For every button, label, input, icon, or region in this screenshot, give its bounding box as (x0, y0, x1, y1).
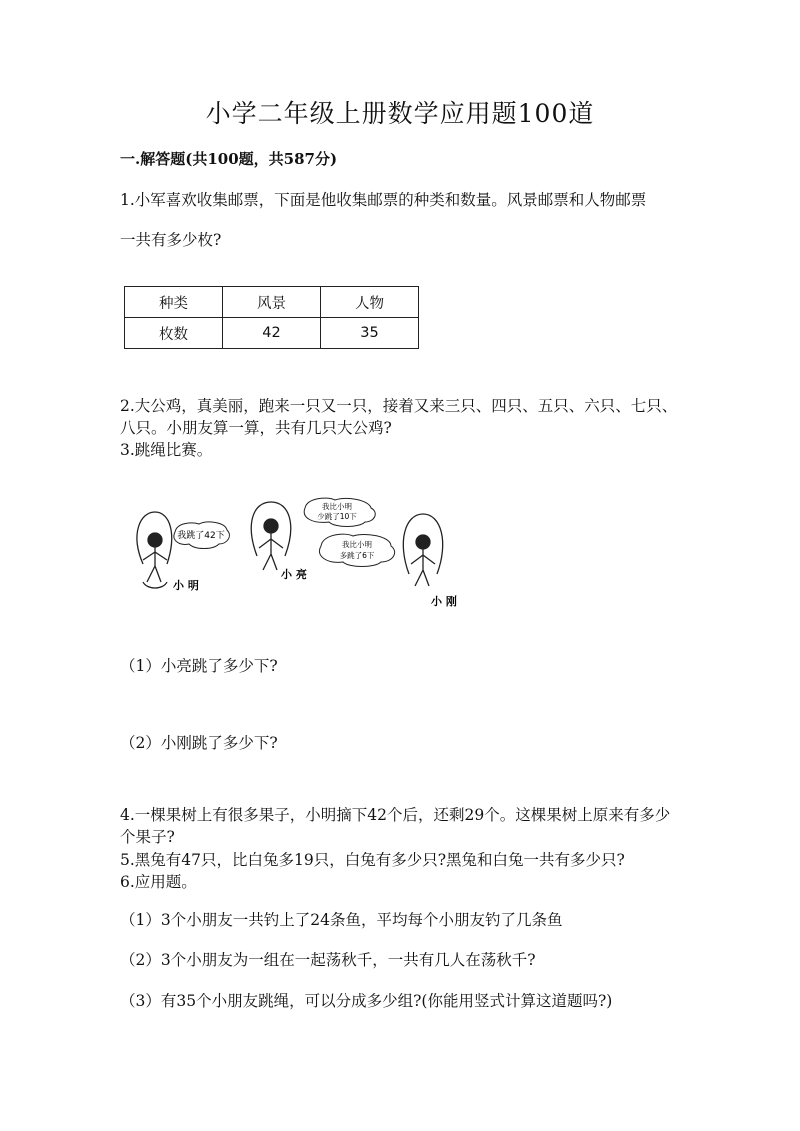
speech-bubble-2 (304, 498, 375, 526)
question-4: 4.一棵果树上有很多果子，小明摘下42个后，还剩29个。这棵果树上原来有多少个果子? (120, 806, 671, 846)
question-6-sub-1: （1）3个小朋友一共钓上了24条鱼，平均每个小朋友钓了几条鱼 (120, 911, 563, 929)
question-3-sub-1: （1）小亮跳了多少下? (120, 657, 278, 675)
kid-xiaoliang-figure (251, 502, 290, 570)
bubble-3-text-line1: 我比小明 (342, 540, 372, 549)
question-3: 3.跳绳比赛。 (120, 441, 213, 459)
page-title: 小学二年级上册数学应用题100道 (205, 99, 595, 128)
table-cell: 种类 (125, 287, 223, 318)
question-3-sub-2: （2）小刚跳了多少下? (120, 734, 278, 752)
name-xiaoming: 小 明 (173, 579, 199, 592)
name-xiaoliang: 小 亮 (281, 568, 307, 581)
question-2: 2.大公鸡，真美丽，跑来一只又一只，接着又来三只、四只、五只、六只、七只、八只。小朋友算一算，共有几只大公鸡? (120, 397, 678, 437)
question-6-sub-3: （3）有35个小朋友跳绳，可以分成多少组?(你能用竖式计算这道题吗?) (120, 992, 613, 1010)
name-xiaogang: 小 刚 (431, 595, 457, 608)
speech-bubble-1 (174, 522, 229, 549)
table-cell: 35 (321, 318, 419, 349)
bubble-2-text-line1: 我比小明 (322, 502, 352, 511)
bubble-2-text-line2: 少跳了10下 (317, 512, 357, 521)
kid-xiaoming-figure (137, 512, 172, 588)
kid-xiaogang-figure (403, 514, 442, 586)
bubble-1-text: 我跳了42下 (177, 531, 225, 541)
table-row (125, 318, 419, 349)
question-1-line-2: 一共有多少枚? (120, 231, 222, 249)
question-6-sub-2: （2）3个小朋友为一组在一起荡秋千，一共有几人在荡秋千? (120, 951, 536, 969)
table-cell: 42 (223, 318, 321, 349)
jump-rope-illustration (125, 494, 470, 614)
table-row (125, 287, 419, 318)
table-cell: 人物 (321, 287, 419, 318)
stamp-table (124, 286, 419, 349)
question-1-line-1: 1.小军喜欢收集邮票，下面是他收集邮票的种类和数量。风景邮票和人物邮票 (120, 191, 647, 209)
table-cell: 风景 (223, 287, 321, 318)
table-cell: 枚数 (125, 318, 223, 349)
section-heading: 一.解答题(共100题，共587分) (120, 150, 338, 168)
question-6: 6.应用题。 (120, 873, 197, 891)
speech-bubble-3 (319, 534, 394, 566)
bubble-3-text-line2: 多跳了6下 (339, 551, 375, 560)
question-5: 5.黑兔有47只，比白兔多19只，白兔有多少只?黑兔和白兔一共有多少只? (120, 851, 625, 869)
